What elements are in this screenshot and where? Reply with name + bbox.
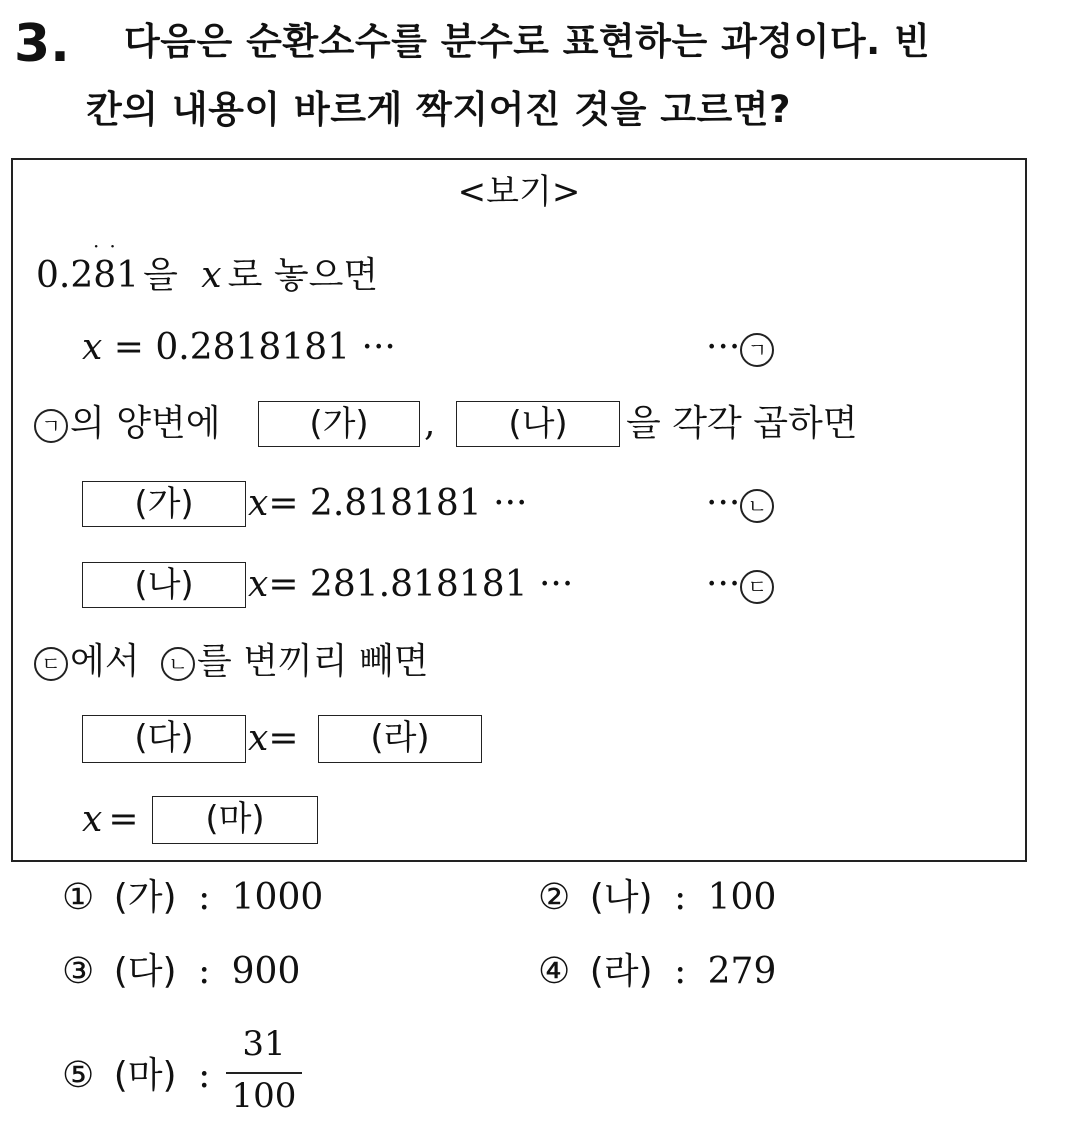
step3-post: 를 변끼리 빼면 [197,641,429,682]
equation-5 [82,796,138,844]
option-1[interactable]: ① (가) : 1000 [62,877,324,918]
blank-ga-2: (가) [82,481,246,527]
equation-1-rhs: = 0.2818181 ··· [113,327,396,368]
circled-nieun-icon: ㄴ [161,647,195,681]
fraction-denominator: 100 [231,1076,297,1116]
equation-2-tag: ··· ㄴ [706,480,774,528]
variable-x: x [248,718,269,759]
comma: , [424,403,436,444]
option-4[interactable]: ④ (라) : 279 [538,951,777,992]
repeat-dots: ·· [93,234,126,258]
circled-digeut-icon: ㄷ [34,647,68,681]
equation-1-tag: ··· ㄱ [706,324,774,372]
step1-text: 로 놓으면 [227,255,379,296]
blank-ra: (라) [318,715,482,763]
blank-ma: (마) [152,796,318,844]
variable-x: x [248,483,269,524]
circled-giyeok-icon: ㄱ [740,333,774,367]
question-number: 3. [14,14,70,74]
option-2[interactable]: ② (나) : 100 [538,877,777,918]
circled-giyeok-icon: ㄱ [34,409,68,443]
option-3[interactable]: ③ (다) : 900 [62,951,301,992]
blank-na-2: (나) [82,562,246,608]
equals-sign: = [268,718,299,759]
question-text-line1: 다음은 순환소수를 분수로 표현하는 과정이다. 빈 [124,20,931,63]
circled-nieun-icon: ㄴ [740,489,774,523]
bogi-step3 [34,638,429,686]
circled-digeut-icon: ㄷ [740,570,774,604]
particle-eul: 을 [143,255,178,296]
equation-3-rhs: = 281.818181 ··· [268,564,574,605]
repeating-decimal: 0.281 [36,255,140,296]
bogi-title: <보기> [457,172,581,212]
variable-x: x [248,564,269,605]
equation-2-rhs: = 2.818181 ··· [268,483,528,524]
step2-pre: 의 양변에 [70,403,221,444]
variable-x: x [82,799,103,840]
step3-mid: 에서 [70,641,140,682]
bogi-step1 [36,252,378,300]
blank-da: (다) [82,715,246,763]
blank-ga: (가) [258,401,420,447]
equation-2 [248,480,527,528]
equation-4 [248,715,298,763]
equation-3-tag: ··· ㄷ [706,561,774,609]
equation-3 [248,561,573,609]
equation-1 [82,324,396,372]
equals-sign: = [108,799,139,840]
option-5[interactable]: ⑤ (마) : [62,1055,211,1096]
fraction-bar [226,1072,302,1074]
bogi-step2 [34,400,221,448]
step2-post: 을 각각 곱하면 [626,403,858,444]
variable-x: x [201,255,222,296]
question-text-line2: 칸의 내용이 바르게 짝지어진 것을 고르면? [86,88,791,131]
fraction-numerator: 31 [242,1024,286,1064]
variable-x: x [82,327,103,368]
blank-na: (나) [456,401,620,447]
